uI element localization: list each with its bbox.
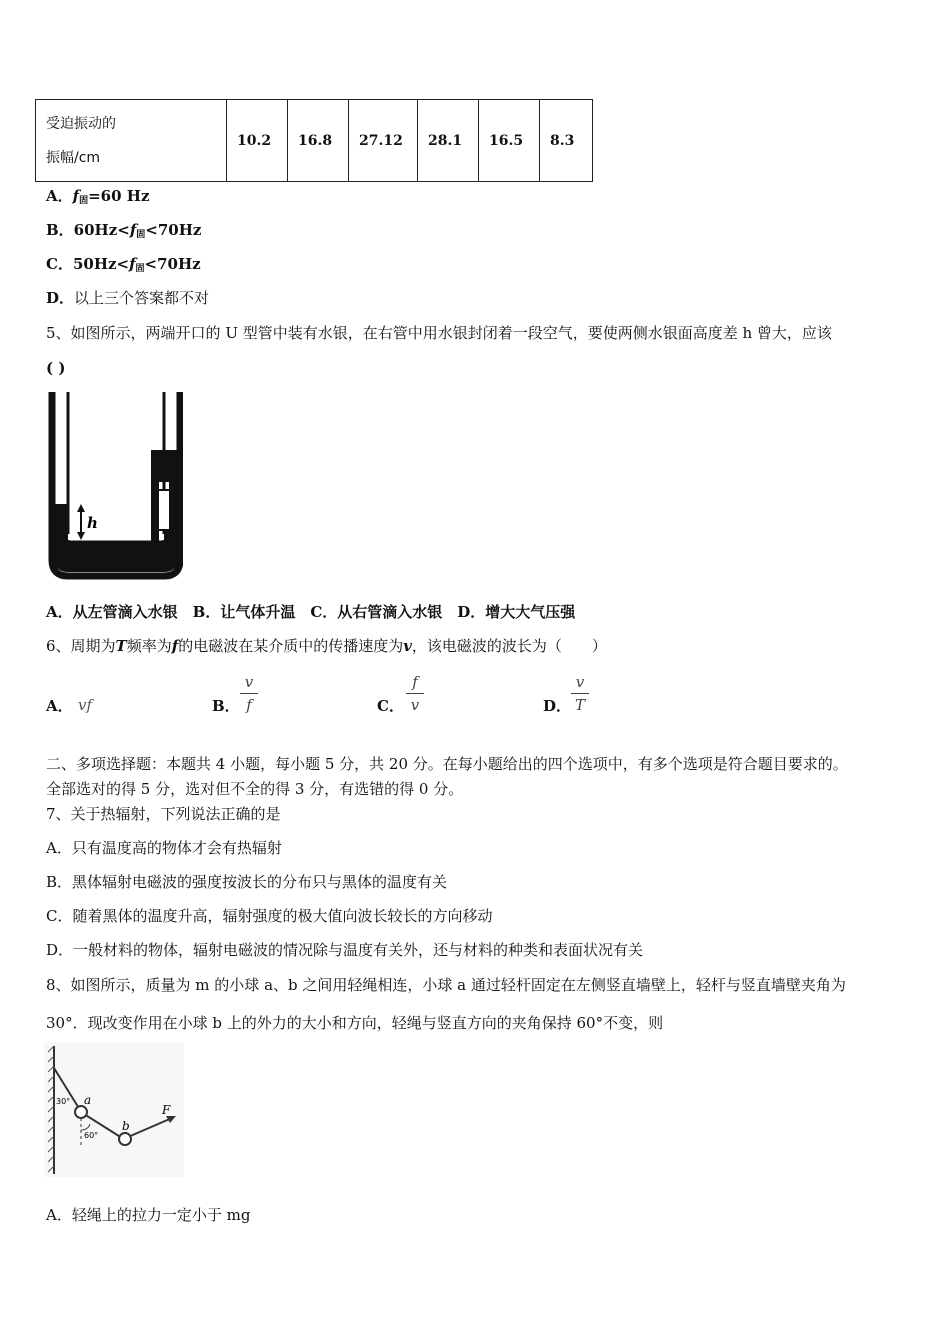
var-f: f: [129, 221, 137, 239]
var-T: T: [115, 637, 127, 655]
table-cell: 10.2: [227, 100, 288, 182]
q4-option-a: [46, 185, 149, 206]
q8-option-a: A．轻绳上的拉力一定小于 mg: [46, 1206, 251, 1224]
stem-part: 频率为: [126, 637, 172, 655]
stem-part: 6、周期为: [46, 637, 116, 655]
numerator: v: [244, 673, 254, 691]
var-f: f: [171, 637, 179, 655]
mercury-right-wall: [151, 482, 159, 542]
table-cell: 28.1: [418, 100, 479, 182]
label-line-1: 受迫振动的: [46, 115, 116, 132]
q6-option-a-label: A．: [46, 697, 73, 715]
table-cell: 8.3: [540, 100, 593, 182]
option-prefix: D．: [46, 289, 75, 307]
denominator: v: [410, 696, 420, 714]
denominator: T: [574, 696, 585, 714]
q7-option-c: C．随着黑体的温度升高，辐射强度的极大值向波长较长的方向移动: [46, 907, 493, 925]
q6-option-a-expr: vf: [78, 696, 93, 714]
q7-option-d: D．一般材料的物体，辐射电磁波的情况除与温度有关外，还与材料的种类和表面状况有关: [46, 941, 644, 959]
q8-stem-line-1: 8、如图所示，质量为 m 的小球 a、b 之间用轻绳相连，小球 a 通过轻杆固定在左侧竖直墙壁上，轻杆与竖直墙壁夹角为: [46, 976, 846, 994]
section-2-line-2: 全部选对的得 5 分，选对但不全的得 3 分，有选错的得 0 分。: [46, 780, 464, 798]
numerator: f: [412, 673, 418, 691]
stem-part: ，该电磁波的波长为（ ）: [411, 637, 607, 655]
q5-options: A．从左管滴入水银 B．让气体升温 C．从右管滴入水银 D．增大大气压强: [46, 603, 576, 621]
q5-answer-paren: ( ): [46, 359, 66, 377]
h-arrow-up-icon: [77, 504, 85, 512]
option-text: 以上三个答案都不对: [74, 289, 210, 307]
q6-stem: [46, 635, 607, 656]
q7-option-a: A．只有温度高的物体才会有热辐射: [46, 839, 282, 857]
ball-a-label: a: [84, 1093, 92, 1107]
q6-option-b-label: B．: [212, 697, 240, 715]
h-label: h: [87, 514, 98, 532]
two-balls-figure: [44, 1042, 184, 1177]
q4-option-b: [46, 219, 201, 240]
u-tube-inner-wall: [68, 392, 164, 542]
stem-part: 的电磁波在某介质中的传播速度为: [178, 637, 404, 655]
force-f-label: F: [162, 1103, 171, 1117]
option-prefix: B．60Hz<: [46, 221, 130, 239]
ball-b-label: b: [122, 1119, 130, 1133]
q6-option-d-label: D．: [543, 697, 572, 715]
q6-option-d-fraction: [571, 673, 589, 714]
table-row-label: [36, 100, 227, 182]
q5-stem: 5、如图所示，两端开口的 U 型管中装有水银，在右管中用水银封闭着一段空气，要使两侧水银面高度差 h 曾大，应该: [46, 324, 832, 342]
angle-30-label: 30°: [56, 1097, 71, 1106]
var-v: v: [403, 637, 412, 655]
mercury-right-wall-2: [169, 482, 177, 542]
q7-option-b: B．黑体辐射电磁波的强度按波长的分布只与黑体的温度有关: [46, 873, 448, 891]
subscript: 固: [135, 264, 145, 274]
air-column: [158, 490, 170, 530]
denominator: f: [246, 696, 252, 714]
subscript: 固: [79, 196, 89, 206]
section-2-line-1: 二、多项选择题：本题共 4 小题，每小题 5 分，共 20 分。在每小题给出的四个选项中，有多个选项是符合题目要求的。: [46, 755, 848, 773]
option-prefix: A．: [46, 187, 73, 205]
q6-option-b-fraction: [240, 673, 258, 714]
q8-stem-line-2: 30°．现改变作用在小球 b 上的外力的大小和方向，轻绳与竖直方向的夹角保持 60°不变，则: [46, 1014, 664, 1032]
q7-stem: 7、关于热辐射，下列说法正确的是: [46, 805, 281, 823]
amplitude-table: [35, 99, 593, 182]
var-f: f: [72, 187, 80, 205]
option-rest: =60 Hz: [88, 187, 150, 205]
option-rest: <70Hz: [145, 221, 202, 239]
mercury-plug-right: [151, 450, 177, 482]
var-f: f: [129, 255, 136, 273]
q6-option-c-fraction: [406, 673, 424, 714]
option-prefix: C．50Hz<: [46, 255, 130, 273]
table-row: [36, 100, 593, 182]
ball-b: [119, 1133, 131, 1145]
table-cell: 27.12: [349, 100, 418, 182]
table-cell: 16.8: [288, 100, 349, 182]
q4-option-d: [46, 287, 209, 308]
ball-a: [75, 1106, 87, 1118]
u-tube-figure: [48, 392, 183, 580]
q4-option-c: [46, 253, 201, 274]
subscript: 固: [136, 230, 146, 240]
option-rest: <70Hz: [144, 255, 201, 273]
q6-option-c-label: C．: [377, 697, 404, 715]
table-cell: 16.5: [479, 100, 540, 182]
label-line-2: 振幅/cm: [46, 149, 101, 166]
angle-60-label: 60°: [84, 1131, 99, 1140]
numerator: v: [575, 673, 585, 691]
